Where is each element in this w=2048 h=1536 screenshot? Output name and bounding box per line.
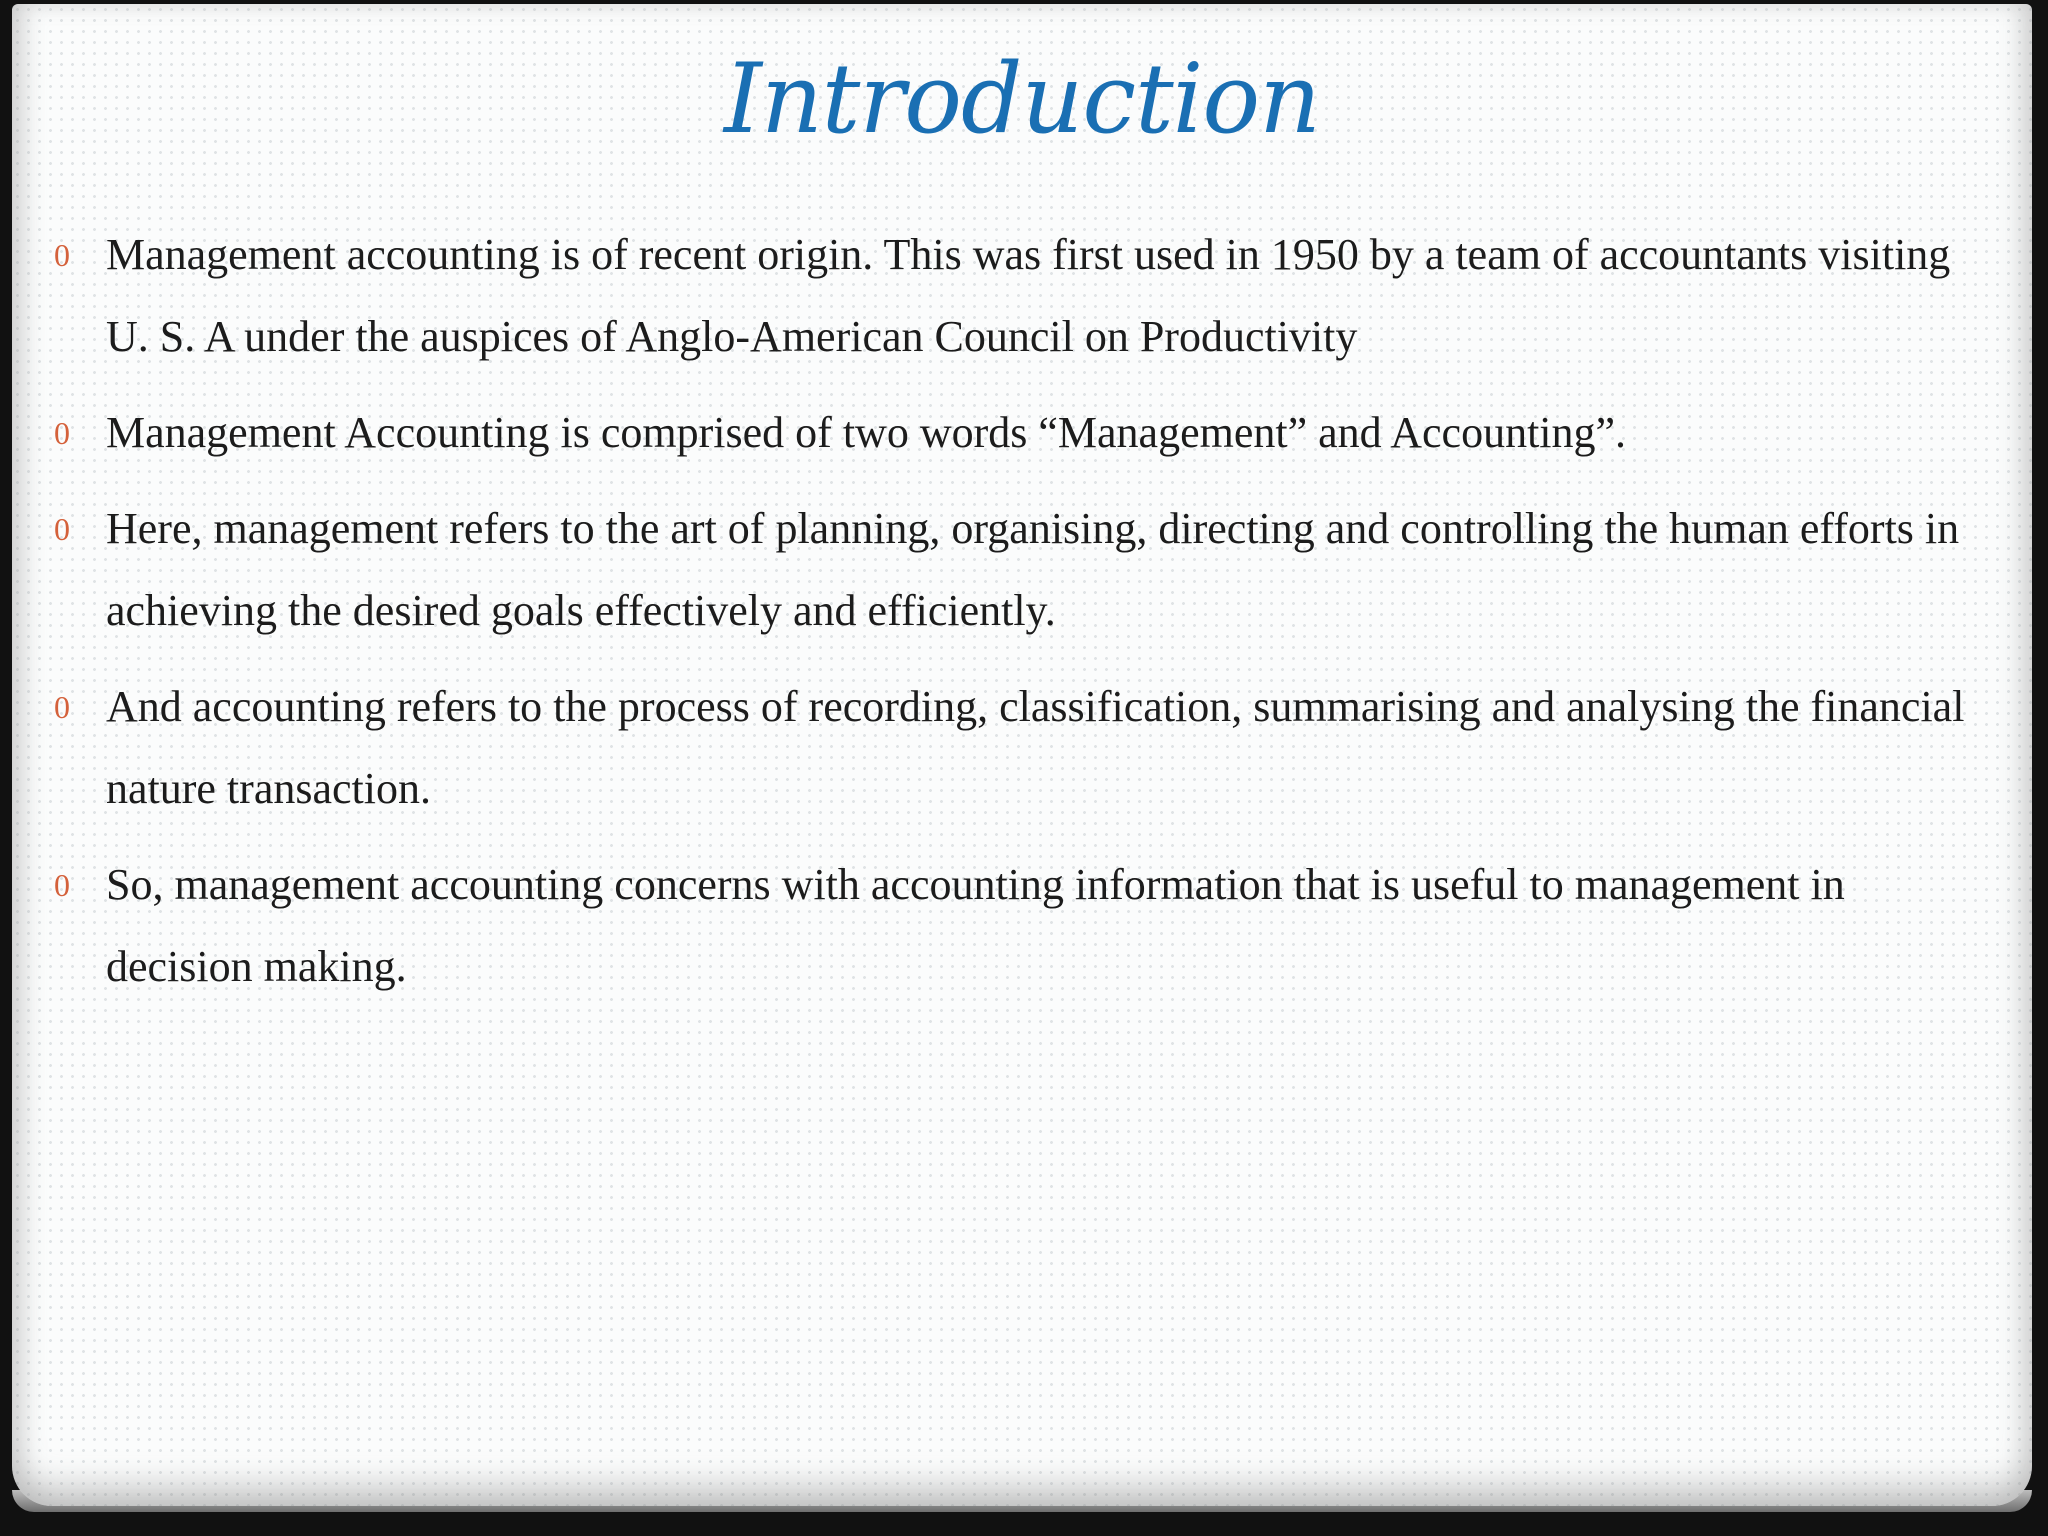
bullet-text: And accounting refers to the process of recording, classification, summarising and analysing the financial nature transaction.	[106, 682, 1965, 813]
bullet-text: Management accounting is of recent origin. This was first used in 1950 by a team of accountants visiting U. S. A under the auspices of Anglo-American Council on Productivity	[106, 230, 1951, 361]
bullet-item	[12, 844, 2032, 1008]
bullet-text: So, management accounting concerns with accounting information that is useful to management in decision making.	[106, 860, 1845, 991]
bullet-item	[12, 488, 2032, 652]
bullet-marker-icon: 0	[54, 511, 70, 547]
bullet-marker-icon: 0	[54, 415, 70, 451]
bullet-marker-icon: 0	[54, 689, 70, 725]
bullet-item	[12, 214, 2032, 378]
bullet-item	[12, 392, 2032, 474]
bullet-text: Management Accounting is comprised of two words “Management” and Accounting”.	[106, 408, 1627, 457]
slide	[12, 4, 2032, 1506]
bullet-text: Here, management refers to the art of planning, organising, directing and controlling the human efforts in achieving the desired goals effectively and efficiently.	[106, 504, 1960, 635]
bullet-item	[12, 666, 2032, 830]
bullet-list	[12, 214, 2032, 1022]
bullet-marker-icon: 0	[54, 867, 70, 903]
slide-title: Introduction	[724, 43, 1320, 155]
bullet-marker-icon: 0	[54, 237, 70, 273]
